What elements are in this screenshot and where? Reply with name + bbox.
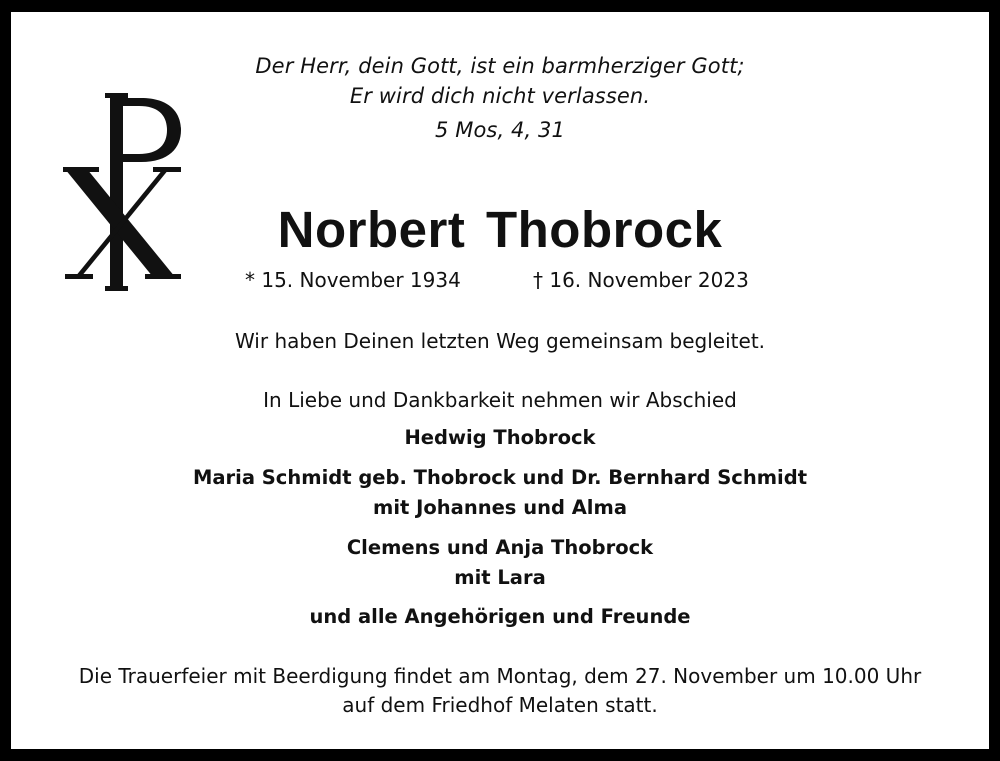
chi-rho-icon xyxy=(63,92,183,292)
mourner-2-line-2: mit Johannes und Alma xyxy=(373,496,627,519)
death-date: † 16. November 2023 xyxy=(533,268,749,292)
mourner-1: Hedwig Thobrock xyxy=(404,426,596,449)
message-text: Wir haben Deinen letzten Weg gemeinsam begleitet. xyxy=(234,329,766,353)
mourner-2-line-1: Maria Schmidt geb. Thobrock und Dr. Bernhard Schmidt xyxy=(192,466,808,489)
mourner-3-line-2: mit Lara xyxy=(454,566,546,589)
deceased-name: Norbert Thobrock xyxy=(277,201,723,258)
mourner-4: und alle Angehörigen und Freunde xyxy=(309,605,691,628)
service-line-2: auf dem Friedhof Melaten statt. xyxy=(342,693,658,717)
birth-date: * 15. November 1934 xyxy=(245,268,461,292)
verse-line-1: Der Herr, dein Gott, ist ein barmherziger Gott; xyxy=(255,54,745,78)
verse-reference: 5 Mos, 4, 31 xyxy=(435,118,565,142)
obituary-notice xyxy=(11,12,989,749)
service-line-1: Die Trauerfeier mit Beerdigung findet am Montag, dem 27. November um 10.00 Uhr xyxy=(78,664,922,688)
farewell-intro: In Liebe und Dankbarkeit nehmen wir Abschied xyxy=(263,388,737,412)
verse-line-2: Er wird dich nicht verlassen. xyxy=(349,84,651,108)
mourner-3-line-1: Clemens und Anja Thobrock xyxy=(346,536,654,559)
